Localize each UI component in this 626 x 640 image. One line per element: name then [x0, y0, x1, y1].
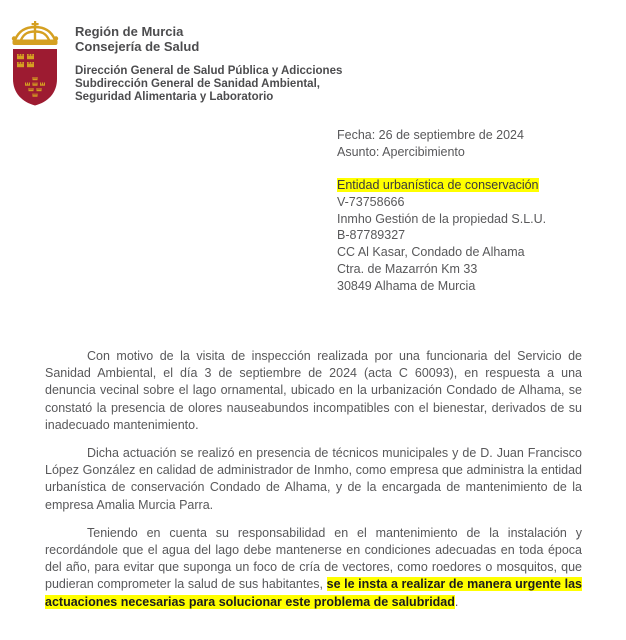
recipient-line: [337, 177, 546, 194]
dept-line-2: Subdirección General de Sanidad Ambiental,: [75, 78, 320, 90]
crown-icon: [12, 21, 58, 45]
text-segment: Con motivo de la visita de inspección realizada por una funcionaria del Servicio de Sanidad Ambiental, el día 3 de septiembre de 2024 (acta C 60093), en respuesta a una denuncia vecinal sobre el lago ornamental, ubicado en la urbanización Condado de Alhama, se constató la presencia de olores nauseabundos incompatibles con el bienestar, derivados de su inadecuado mantenimiento.: [45, 349, 582, 432]
text-segment: Teniendo en cuenta su responsabilidad en el mantenimiento de la instalación y recordándole que el agua del lago debe mantenerse en condiciones adecuadas en toda época del año, para evitar que suponga un foco de cría de vectores, como roedores o mosquitos, que pudieran comprometer la salud de sus habitantes,: [45, 525, 582, 592]
body-paragraph: [45, 348, 582, 434]
body-paragraph: [45, 445, 582, 514]
highlighted-text: Entidad urbanística de conservación: [337, 178, 539, 192]
subject-line: Asunto: Apercibimiento: [337, 145, 465, 159]
recipient-block: [337, 177, 546, 295]
recipient-line: Ctra. de Mazarrón Km 33: [337, 261, 478, 276]
text-segment: .: [454, 594, 459, 609]
region-de-murcia-logo: [8, 21, 62, 107]
recipient-line: V-73758666: [337, 194, 405, 209]
org-line-1: Región de Murcia: [75, 24, 184, 39]
body-block: [45, 348, 582, 622]
meta-block: [337, 127, 524, 161]
recipient-line: CC Al Kasar, Condado de Alhama: [337, 245, 525, 260]
org-name-block: [75, 24, 199, 54]
body-paragraph: [45, 525, 582, 611]
dept-line-3: Seguridad Alimentaria y Laboratorio: [75, 91, 274, 103]
recipient-line: B-87789327: [337, 228, 406, 243]
date-line: Fecha: 26 de septiembre de 2024: [337, 128, 524, 142]
text-segment: Dicha actuación se realizó en presencia de técnicos municipales y de D. Juan Francisco López González en calidad de administrador de Inmho, como empresa que administra la entidad urbanística de conservación Condado de Alhama, y de la encargada de mantenimiento de la empresa Amalia Murcia Parra.: [45, 446, 582, 512]
org-line-2: Consejería de Salud: [75, 39, 200, 54]
highlighted-text: se le insta a realizar de manera urgente las actuaciones necesarias para solucionar este problema de salubridad: [45, 577, 582, 609]
dept-line-1: Dirección General de Salud Pública y Adicciones: [75, 65, 343, 77]
recipient-line: 30849 Alhama de Murcia: [337, 278, 476, 293]
recipient-line: Inmho Gestión de la propiedad S.L.U.: [337, 211, 547, 226]
department-block: [75, 65, 342, 104]
